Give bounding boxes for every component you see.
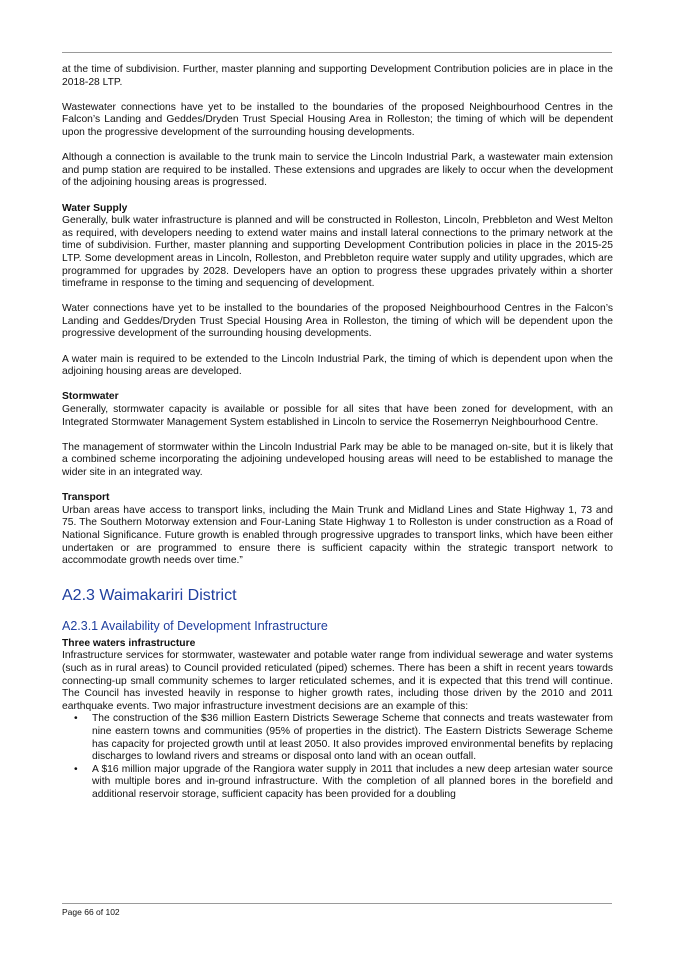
heading-stormwater: Stormwater (62, 391, 119, 403)
infrastructure-bullet-list (62, 713, 613, 801)
heading-three-waters: Three waters infrastructure (62, 637, 196, 649)
list-item-text: A $16 million major upgrade of the Rangiora water supply in 2011 that includes a new deep artesian water source with multiple bores and in-ground infrastructure. With the completion of all planned bores in the borefield and additional reservoir storage, sufficient capacity has been provided for a doubling (92, 763, 613, 800)
footer-rule (62, 903, 612, 904)
heading-transport: Transport (62, 492, 110, 504)
paragraph-trunk-main: Although a connection is available to the trunk main to service the Lincoln Industrial Park, a wastewater main extension and pump station are required to be installed. These extensions and upgrades are likely to occur when the development of the adjoining housing areas is progressed. (62, 152, 613, 189)
paragraph-water-supply: Generally, bulk water infrastructure is planned and will be constructed in Rolleston, Lincoln, Prebbleton and West Melton as required, with developers needing to extend water mains and install lateral connections to the primary network at the time of subdivision. Further, master planning and supporting Development Contribution policies in place in the 2015-25 LTP. Some development areas in Lincoln, Rolleston, and Prebbleton require water supply and utility upgrades, which are programmed for upgrades by 2028. Developers have an option to progress these upgrades privately within a shorter timeframe in response to the timing and sequencing of development. (62, 215, 613, 290)
page-content (62, 64, 613, 801)
subsection-heading-infrastructure: A2.3.1 Availability of Development Infrastructure (62, 618, 328, 633)
paragraph-three-waters: Infrastructure services for stormwater, wastewater and potable water range from individual sewerage and water systems (such as in rural areas) to Council provided reticulated (piped) schemes. There has been a shift in recent years towards connecting-up small community schemes to larger reticulated schemes, and it is expected that this trend will continue. The Council has invested heavily in response to higher growth rates, including those driven by the 2010 and 2011 earthquake events. Two major infrastructure investment decisions are an example of this: (62, 650, 613, 712)
paragraph-water-connections: Water connections have yet to be installed to the boundaries of the proposed Neighbourhood Centres in the Falcon’s Landing and Geddes/Dryden Trust Special Housing Area in Rolleston, the timing of which will be dependent upon the progressive development of the surrounding housing developments. (62, 303, 613, 340)
heading-water-supply: Water Supply (62, 202, 128, 214)
section-heading-waimakariri: A2.3 Waimakariri District (62, 586, 237, 604)
list-item (62, 764, 613, 802)
bullet-icon: • (74, 763, 78, 775)
page-number: Page 66 of 102 (62, 907, 120, 917)
paragraph-subdivision: at the time of subdivision. Further, master planning and supporting Development Contribution policies are in place in the 2018-28 LTP. (62, 64, 613, 88)
list-item (62, 713, 613, 763)
paragraph-stormwater-capacity: Generally, stormwater capacity is available or possible for all sites that have been zoned for development, with an Integrated Stormwater Management System established in Lincoln to service the Rosemerryn Neighbourhood Centre. (62, 404, 613, 428)
paragraph-wastewater-connections: Wastewater connections have yet to be installed to the boundaries of the proposed Neighbourhood Centres in the Falcon’s Landing and Geddes/Dryden Trust Special Housing Area in Rolleston; the timing of which will be dependent upon the progressive development of the surrounding housing developments. (62, 101, 613, 138)
bullet-icon: • (74, 713, 78, 725)
paragraph-water-main: A water main is required to be extended to the Lincoln Industrial Park, the timing of which is dependent upon when the adjoining housing areas are developed. (62, 353, 613, 378)
paragraph-transport: Urban areas have access to transport links, including the Main Trunk and Midland Lines and State Highway 1, 73 and 75. The Southern Motorway extension and Four-Laning State Highway 1 to Rolleston is under construction as a Road of National Significance. Future growth is enabled through progressive upgrades to transport links, which have been either undertaken or are programmed to ensure there is sufficient capacity within the strategic transport network to accommodate growth needs over time.” (62, 504, 613, 567)
paragraph-stormwater-management: The management of stormwater within the Lincoln Industrial Park may be able to be managed on-site, but it is likely that a combined scheme incorporating the adjoining undeveloped housing areas will need to be established to manage the wider site in an integrated way. (62, 441, 613, 478)
header-rule (62, 52, 612, 53)
list-item-text: The construction of the $36 million Eastern Districts Sewerage Scheme that connects and treats wastewater from nine eastern towns and communities (95% of properties in the district). The Eastern Districts Sewerage Scheme has capacity for projected growth until at least 2050. It also provides improved environmental benefits by replacing discharges to lowland rivers and streams or disposal onto land with an ocean outfall. (92, 713, 613, 763)
